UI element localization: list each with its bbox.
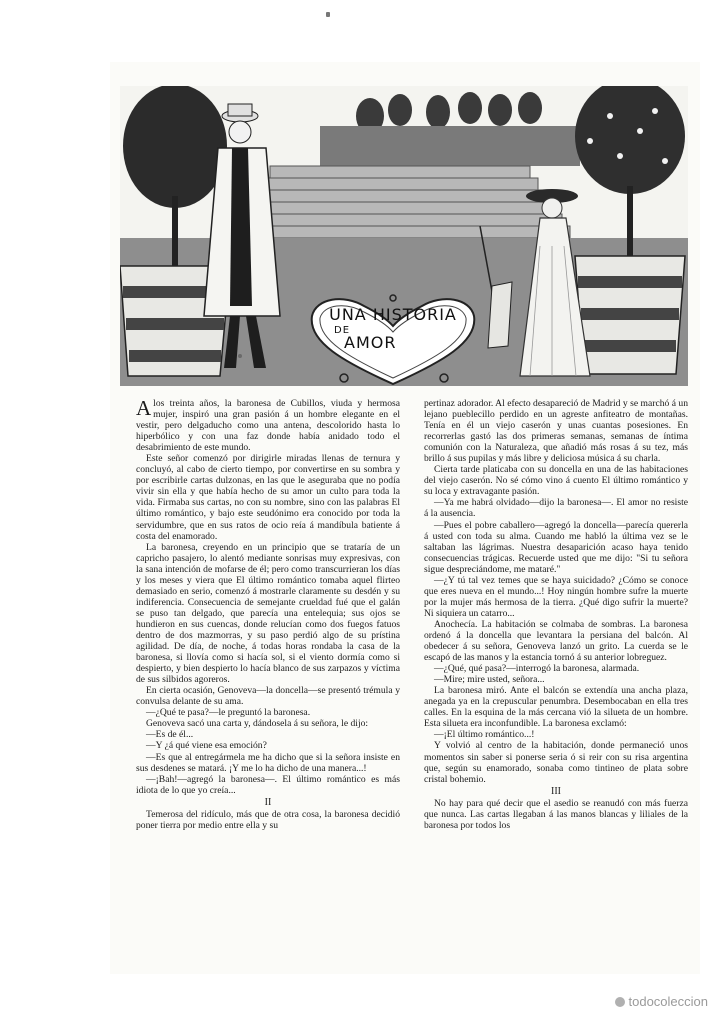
paragraph: Y volvió al centro de la habitación, donde permaneció unos momentos sin saber si ponerse seria ó si reir con su risa argentina que, según su enamorado, sonaba como tintineo de plata sobre cristal bohemio. [424,740,688,785]
paragraph: —Mire; mire usted, señora... [434,674,545,686]
paragraph: —¿Y tú tal vez temes que se haya suicidado? ¿Cómo se conoce que eres nueva en el mundo...! Hoy ningún hombre sufre la muerte por la mujer más hermosa de la tierra. ¿Qué digo sufrir la muerte? Ni siquiera un catarro... [424,574,688,619]
paragraph: —Es que al entregármela me ha dicho que si la señora insiste en sus desdenes se matará. ¡Y me lo ha dicho de una manera...! [136,751,400,774]
paragraph: A los treinta años, la baronesa de Cubillos, viuda y hermosa mujer, inspiró una gran pasión á un hombre elegante en el vestir, pero delgaducho como una antena, descolorido hasta lo hiperbólico y con una faz donde había anidado todo el desabrimiento de este mundo. [136,396,400,454]
paragraph: —Y ¿á qué viene esa emoción? [146,740,267,752]
paragraph: La baronesa miró. Ante el balcón se extendía una ancha plaza, anegada ya en la crepuscular penumbra. Desembocaban en ella tres calles. En la esquina de la más cercana vió la silueta de un hombre. Esta silueta era inconfundible. La baronesa exclamó: [424,685,688,730]
paragraph: En cierta ocasión, Genoveva—la doncella—se presentó trémula y convulsa delante de su ama. [136,685,400,708]
paragraph: Temerosa del ridículo, más que de otra cosa, la baronesa decidió poner tierra por medio entre ella y su [136,808,400,831]
section-heading: II [264,796,272,808]
paragraph: —Ya me habrá olvidado—dijo la baronesa—. El amor no resiste á la ausencia. [424,497,688,520]
watermark-text: todocoleccion [628,994,708,1009]
paragraph: —Pues el pobre caballero—agregó la doncella—parecía quererla á usted con toda su alma. Cuando me habló la última vez se le saltaban las lágrimas. Nuestra desaparición acaso haya tenido consecuencias trágicas. Recuerde usted que me dijo: "Si tu señora sigue despreciándome, me mataré." [424,519,688,575]
paragraph: —¿Qué te pasa?—le preguntó la baronesa. [146,707,311,719]
paragraph: Este señor comenzó por dirigirle miradas llenas de ternura y concluyó, al cabo de cierto tiempo, por convertirse en su sombra y por escribirle cartas dulzonas, en las que le aseguraba que no podía vivir sin ella y que había hecho de su amor un culto para toda la vida. Firmaba sus cartas, no con su nombre, sino con las palabras El último romántico, y bajo este seudónimo era conocido por toda la servidumbre, que en sus ratos de ocio reía á mandíbula batiente á costa del enamorado. [136,453,400,542]
paragraph: pertinaz adorador. Al efecto desapareció de Madrid y se marchó á un lejano pueblecillo perdido en un agreste anfiteatro de montañas. Tenía en él un viejo caserón y unas cuantas posesiones. En recorrerlas gastó las dos primeras semanas, semanas de íntima comunión con la Naturaleza, que añadió más rosas á su tez, más brillo á sus pupilas y más libre y deliciosa música á su charla. [424,398,688,465]
site-watermark [615,994,709,1009]
right-column [424,398,688,831]
paragraph: Anochecía. La habitación se colmaba de sombras. La baronesa ordenó á la doncella que levantara la persiana del balcón. Al obedecer á su señora, Genoveva lanzó un grito. La cuerda se le escapó de las manos y la estancia tornó á su anterior lobreguez. [424,618,688,664]
paragraph: No hay para qué decir que el asedio se reanudó con más fuerza que nunca. Las cartas llegaban á las manos blancas y liliales de la baronesa por todos los [424,797,688,831]
scan-speck [326,12,330,17]
left-column [136,398,400,831]
title-line-de: DE [334,325,351,336]
drop-cap: A [136,396,152,420]
paragraph: —¡El último romántico...! [434,729,535,741]
paragraph: La baronesa, creyendo en un principio que se trataría de un capricho pasajero, lo alentó mediante sonrisas muy expresivas, con la sana intención de mofarse de él; pero como transcurrieran los días y los meses y viera que El último romántico tomaba aquel flirteo demasiado en serio, comenzó á mostrarle claramente su desdén y su indiferencia. Consecuencia de semejante crueldad fué que el galán se puso tan delgado, que parecía una entelequia; sus ojos se hundieron en sus cuencas, donde relucían como dos fuegos fatuos dentro de dos mazmorras, y su paso perdió algo de su prístina agilidad. De día, de noche, á todas horas rondaba la casa de la baronesa, si llovía como si hacía sol, si el viento dormía como si despierto, y bien despierto lo hacía blanco de sus zarpazos y víctima de sus silbidos agoreros. [136,541,400,686]
paragraph: —¡Bah!—agregó la baronesa—. El último romántico es más idiota de lo que yo creía... [136,773,400,796]
section-heading: III [551,785,561,797]
title-line-una-historia: UNA HISTORIA [329,305,457,324]
watermark-logo-icon [615,997,625,1007]
title-line-amor: AMOR [344,333,397,352]
paragraph: Genoveva sacó una carta y, dándosela á su señora, le dijo: [146,718,369,730]
paragraph: —Es de él... [146,729,194,741]
paragraph: —¿Qué, qué pasa?—interrogó la baronesa, alarmada. [434,663,640,675]
article-title [304,305,482,352]
paragraph: Cierta tarde platicaba con su doncella en una de las habitaciones del viejo caserón. No sé cómo vino á cuento El último romántico y su loca y extravagante pasión. [424,464,688,498]
article-body [136,398,688,918]
